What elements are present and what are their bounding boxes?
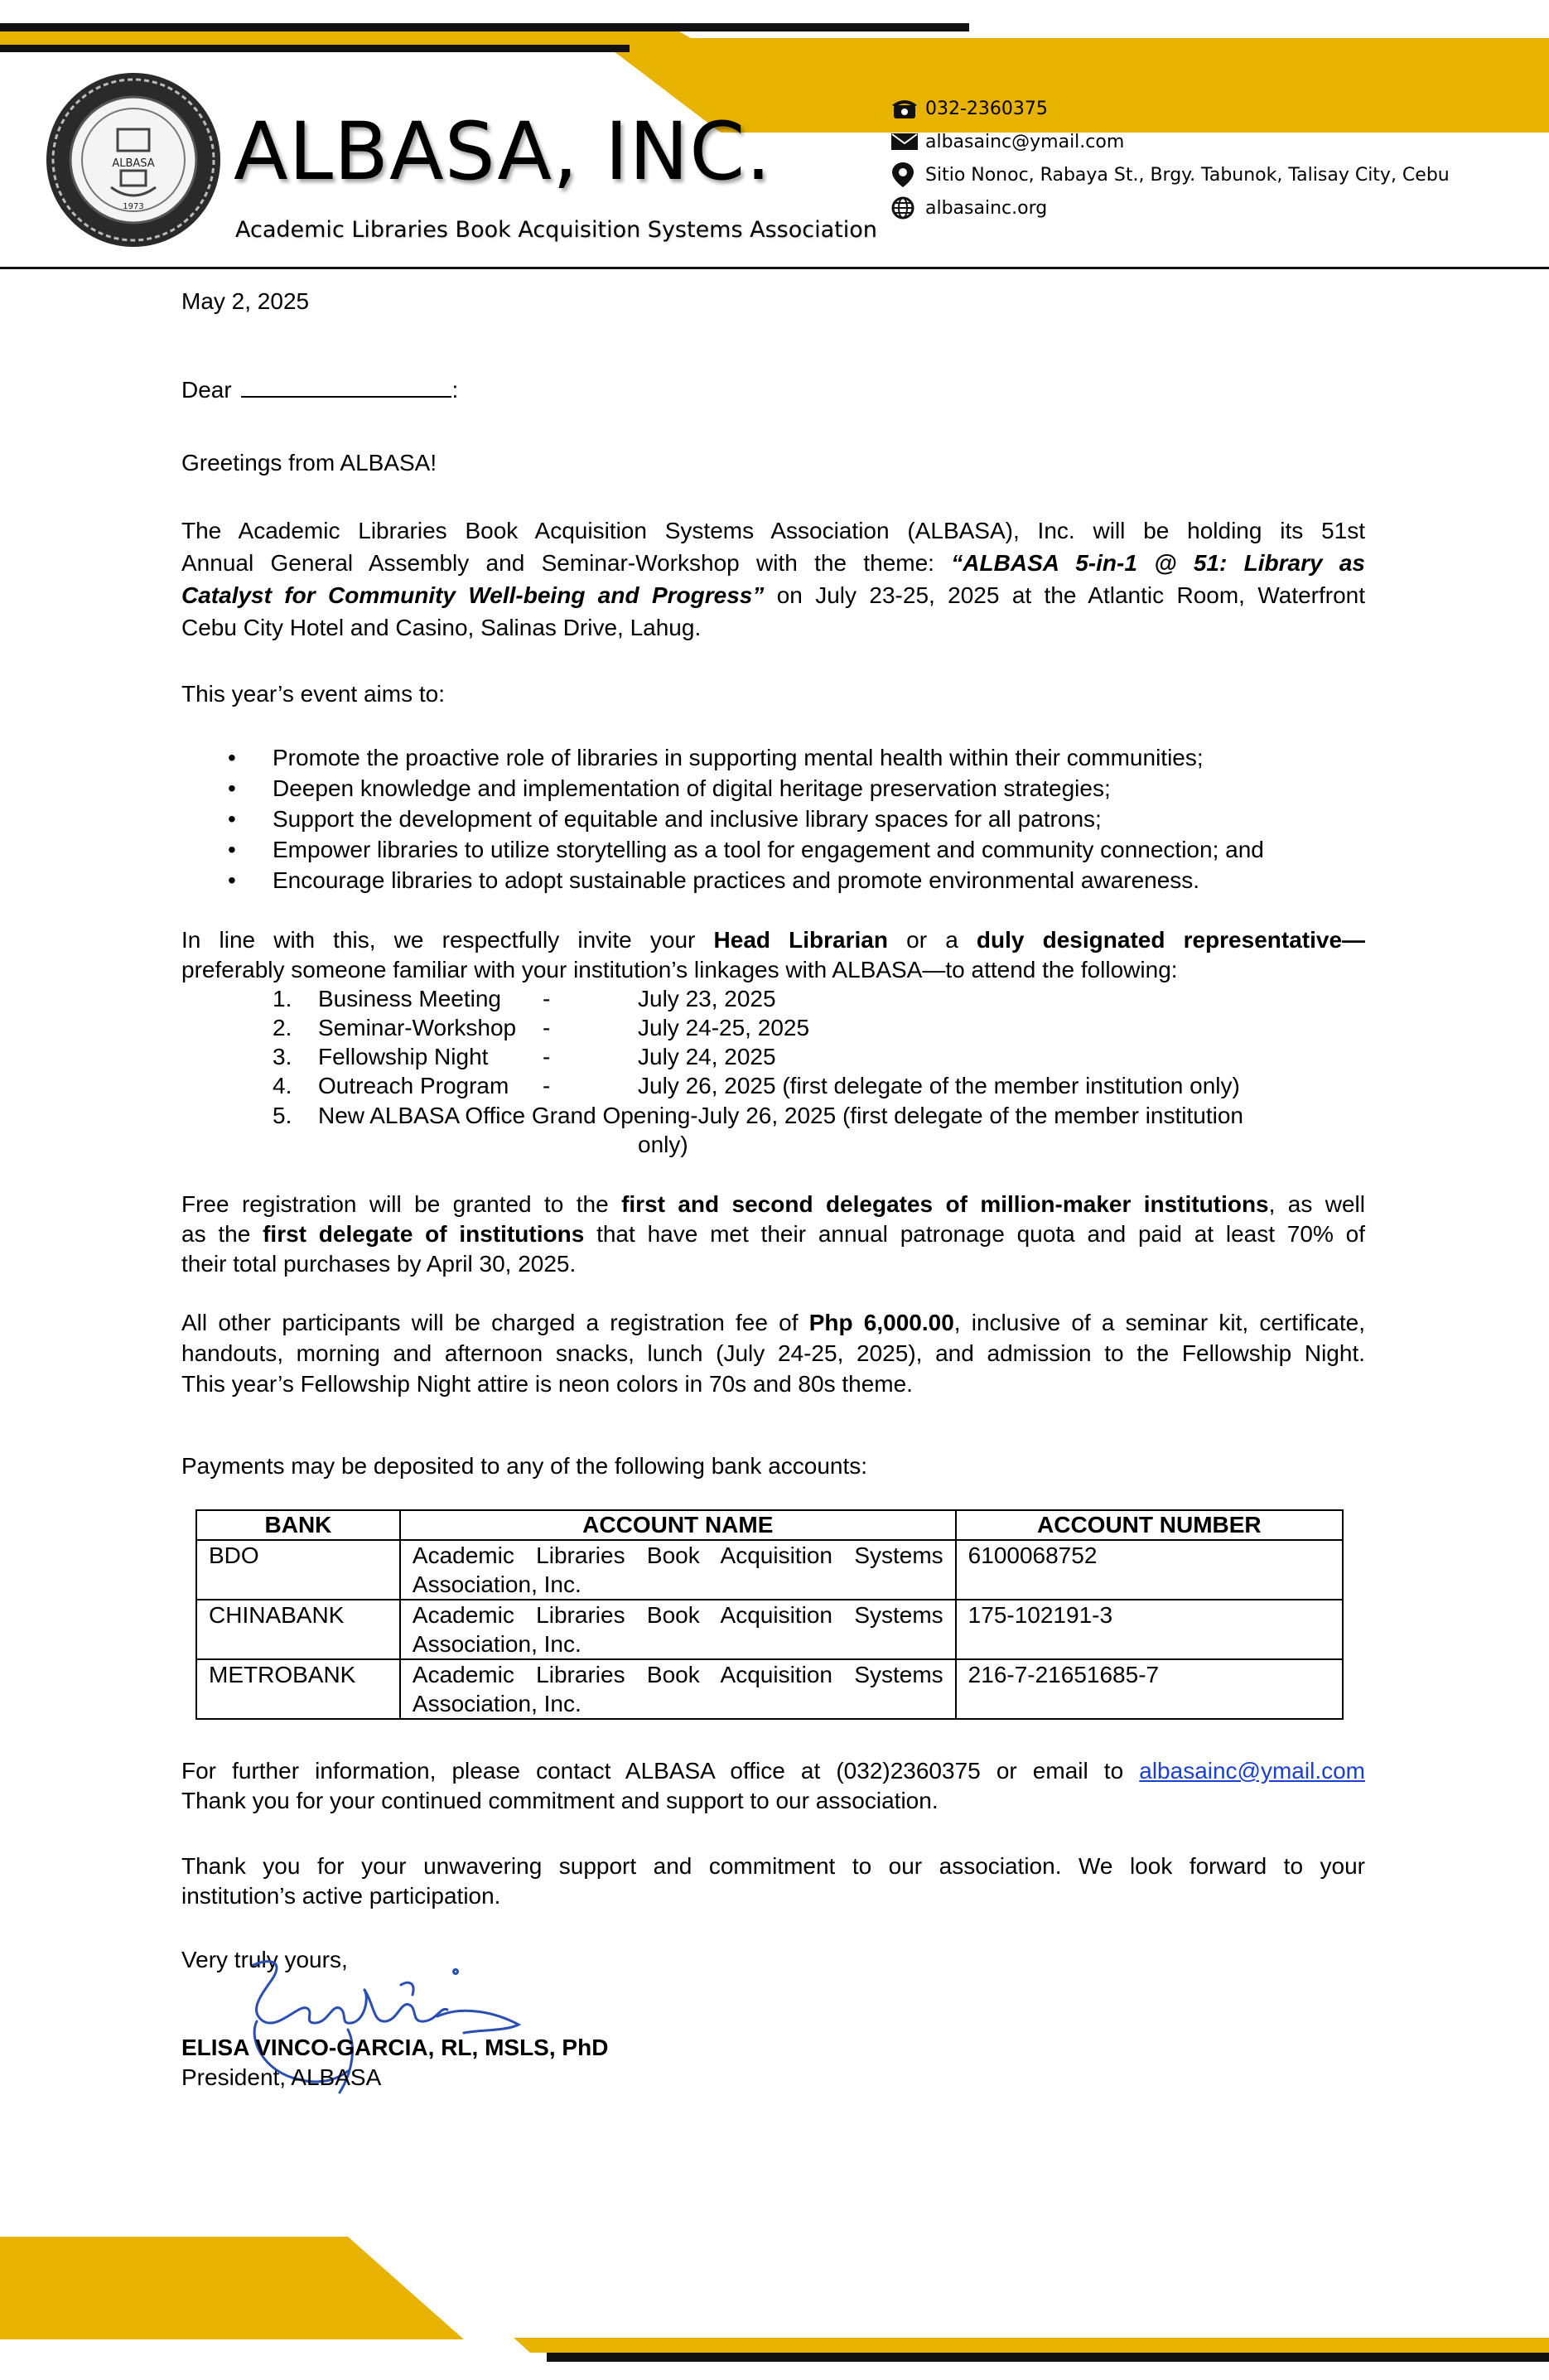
contact-email: [890, 129, 1124, 154]
signatory-title: President, ALBASA: [181, 2064, 382, 2090]
website: albasainc.org: [925, 197, 1048, 219]
signatory-name: ELISA VINCO-GARCIA, RL, MSLS, PhD: [181, 2035, 609, 2060]
phone-icon: [890, 96, 922, 121]
header-yellow-stripe: [0, 31, 702, 45]
greeting: Greetings from ALBASA!: [181, 450, 437, 476]
aims-intro: This year’s event aims to:: [181, 681, 445, 707]
table-row: [196, 1600, 1343, 1659]
aim-item: • Empower libraries to utilize storytelling as a tool for engagement and community connection; and: [181, 834, 1383, 865]
closing-paragraph: Thank you for your unwavering support and commitment to our association. We look forward to your institution’s active participation.: [181, 1853, 1365, 1909]
header-black-stripe-2: [0, 45, 630, 52]
invite-paragraph: In line with this, we respectfully invite your Head Librarian or a duly designated representative— preferably someone familiar with your institution’s linkages with ALBASA—to attend the following:: [181, 927, 1366, 982]
footer-yellow-stripe: [514, 2338, 1549, 2353]
albasa-seal-logo: [45, 71, 222, 249]
footer-yellow-band: [0, 2237, 464, 2339]
account-name-cell: Academic Libraries Book Acquisition Systems Association, Inc.: [400, 1600, 956, 1659]
payments-intro: Payments may be deposited to any of the following bank accounts:: [181, 1453, 868, 1479]
column-header-account-name: ACCOUNT NAME: [400, 1510, 956, 1540]
contact-website: [890, 196, 1047, 220]
footer-black-stripe: [547, 2353, 1549, 2362]
bank-cell: BDO: [196, 1540, 400, 1600]
phone-number: 032-2360375: [925, 98, 1048, 119]
contact-phone: [890, 96, 1048, 121]
footer-band: [0, 2220, 1549, 2380]
salutation: Dear :: [181, 374, 1365, 405]
aim-item: • Promote the proactive role of libraries in supporting mental health within their communities;: [181, 742, 1383, 773]
bank-accounts-table: [195, 1509, 1344, 1720]
closing-salutation: Very truly yours,: [181, 1947, 348, 1972]
contact-email-link[interactable]: albasainc@ymail.com: [1139, 1758, 1365, 1784]
aim-item: • Deepen knowledge and implementation of digital heritage preservation strategies;: [181, 773, 1383, 804]
org-name: ALBASA, INC.: [234, 105, 772, 198]
globe-icon: [890, 196, 922, 220]
header-rule: [0, 267, 1549, 269]
account-number-cell: 175-102191-3: [956, 1600, 1343, 1659]
header-black-stripe: [0, 23, 969, 31]
column-header-account-number: ACCOUNT NUMBER: [956, 1510, 1343, 1540]
column-header-bank: BANK: [196, 1510, 400, 1540]
address: Sitio Nonoc, Rabaya St., Brgy. Tabunok, Talisay City, Cebu: [925, 164, 1450, 186]
account-number-cell: 216-7-21651685-7: [956, 1659, 1343, 1719]
org-subtitle: Academic Libraries Book Acquisition Systems Association: [235, 217, 877, 243]
free-registration-paragraph: Free registration will be granted to the first and second delegates of million-maker institutions, as well as the first delegate of institutions that have met their annual patronage quota and paid at least 70% of their total purchases by April 30, 2025.: [181, 1191, 1366, 1277]
recipient-blank: [241, 374, 451, 398]
svg-text:1973: 1973: [123, 202, 144, 211]
account-name-cell: Academic Libraries Book Acquisition Systems Association, Inc.: [400, 1659, 956, 1719]
email-address: albasainc@ymail.com: [925, 131, 1125, 152]
letter-date: May 2, 2025: [181, 288, 310, 314]
account-number-cell: 6100068752: [956, 1540, 1343, 1600]
table-header-row: [196, 1510, 1343, 1540]
envelope-icon: [890, 129, 922, 154]
account-name-cell: Academic Libraries Book Acquisition Systems Association, Inc.: [400, 1540, 956, 1600]
contact-address: [890, 162, 1450, 187]
aim-item: • Support the development of equitable and inclusive library spaces for all patrons;: [181, 804, 1383, 834]
aims-list: [181, 742, 1383, 896]
bank-cell: METROBANK: [196, 1659, 400, 1719]
table-row: [196, 1540, 1343, 1600]
intro-paragraph: The Academic Libraries Book Acquisition Systems Association (ALBASA), Inc. will be holding its 51st Annual General Assembly and Seminar-Workshop with the theme: “ALBASA 5-in-1 @ 51: Library as Catalyst for Community Well-being and Progress” on July 23-25, 2025 at the Atlantic Room, Waterfront Cebu City Hotel and Casino, Salinas Drive, Lahug.: [181, 518, 1366, 640]
table-row: [196, 1659, 1343, 1719]
bank-cell: CHINABANK: [196, 1600, 400, 1659]
fees-paragraph: All other participants will be charged a registration fee of Php 6,000.00, inclusive of a seminar kit, certificate, handouts, morning and afternoon snacks, lunch (July 24-25, 2025), and admission to the Fellowship Night. This year’s Fellowship Night attire is neon colors in 70s and 80s theme.: [181, 1310, 1365, 1397]
contact-paragraph: For further information, please contact ALBASA office at (032)2360375 or email to albasainc@ymail.com Thank you for your continued commitment and support to our association.: [181, 1758, 1365, 1813]
location-pin-icon: [890, 162, 922, 187]
aim-item: • Encourage libraries to adopt sustainable practices and promote environmental awareness.: [181, 865, 1383, 896]
svg-text:ALBASA: ALBASA: [112, 157, 155, 170]
